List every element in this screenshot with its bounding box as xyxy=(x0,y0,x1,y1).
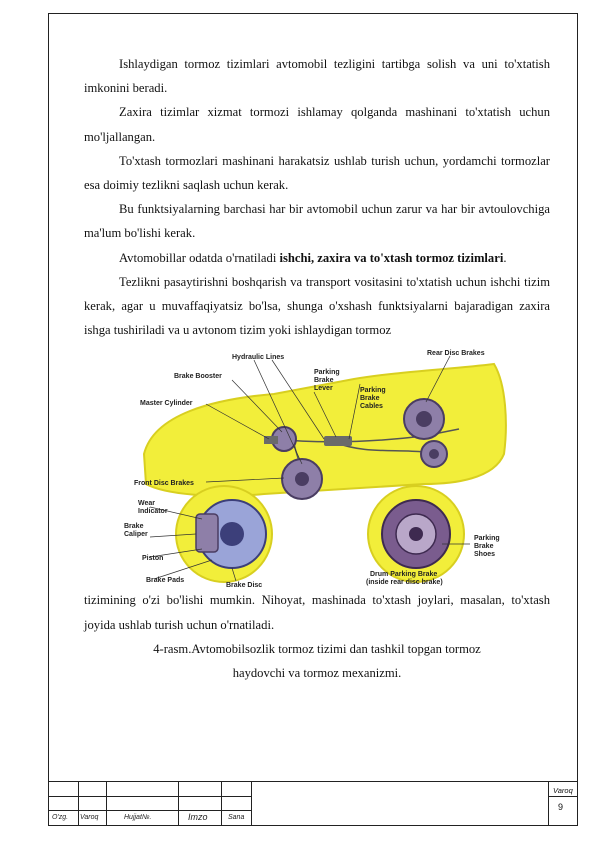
label-piston: Piston xyxy=(142,555,164,563)
label-drum-parking-brake: Drum Parking Brake xyxy=(370,571,438,579)
paragraph-2: Zaxira tizimlar xizmat tormozi ishlamay qolganda mashinani to'xtatish uchun mo'ljallangan. xyxy=(84,105,550,144)
stamp-label-sana: Sana xyxy=(228,814,245,821)
label-hydraulic-lines: Hydraulic Lines xyxy=(232,354,285,362)
figure-caption-line-2: haydovchi va tormoz mexanizmi. xyxy=(232,665,402,680)
label-rear-disc-brakes: Rear Disc Brakes xyxy=(427,350,485,358)
label-parking-cables-2: Brake xyxy=(360,395,380,403)
stamp-varoq-heading: Varoq xyxy=(553,786,573,795)
paragraph-4: Bu funktsiyalarning barchasi har bir avtomobil uchun zarur va har bir avtoulovchiga ma'lum bo'lishi kerak. xyxy=(84,202,550,241)
page-number: 9 xyxy=(558,802,564,812)
document-body xyxy=(84,52,550,685)
stamp-label-ozg: O'zg. xyxy=(52,814,69,821)
paragraph-6: Tezlikni pasaytirishni boshqarish va transport vositasini to'xtatish uchun ishchi tizim kerak, agar u muvaffaqiyatsiz bo'lsa, shunga o'xshash funktsiyalarni bajaradigan zaxira ishga tushiriladi va u avtonom tizim yoki ishlaydigan tormoz xyxy=(84,274,550,338)
paragraph-5-text: Avtomobillar odatda o'rnatiladi xyxy=(119,250,280,265)
brake-system-diagram xyxy=(124,344,510,588)
stamp-label-hujjat: Hujjat№. xyxy=(124,814,152,821)
label-parking-shoes-3: Shoes xyxy=(474,551,496,559)
parking-lever-shape xyxy=(324,436,352,446)
brake-system-figure xyxy=(124,344,510,588)
figure-caption-line-1: 4-rasm.Avtomobilsozlik tormoz tizimi dan tashkil topgan tormoz xyxy=(153,641,481,656)
paragraph-5-end: . xyxy=(503,250,507,265)
label-brake-disc: Brake Disc xyxy=(226,582,263,589)
paragraph-5-bold: ishchi, zaxira va to'xtash tormoz tizimlari xyxy=(279,250,504,265)
paragraph-5 xyxy=(84,246,550,270)
label-wear-indicator-1: Wear xyxy=(138,500,155,508)
stamp-label-imzo: Imzo xyxy=(188,812,208,822)
paragraph-1: Ishlaydigan tormoz tizimlari avtomobil tezligini tartibga solish va uni to'xtatish imkonini beradi. xyxy=(84,57,550,96)
label-wear-indicator-2: Indicator xyxy=(138,508,168,516)
label-parking-lever-1: Parking xyxy=(314,369,340,377)
label-master-cylinder: Master Cylinder xyxy=(140,400,193,408)
label-parking-shoes-2: Brake xyxy=(474,543,494,551)
label-front-disc-brakes: Front Disc Brakes xyxy=(134,480,194,488)
label-brake-pads: Brake Pads xyxy=(146,577,185,585)
paragraph-6-continuation: tizimining o'zi bo'lishi mumkin. Nihoyat, mashinada to'xtash joylari, masalan, to'xtash joyida ushlab turish uchun o'rnatiladi. xyxy=(84,593,550,632)
label-parking-cables-3: Cables xyxy=(360,403,383,411)
label-brake-booster: Brake Booster xyxy=(174,373,222,381)
paragraph-3: To'xtash tormozlari mashinani harakatsiz ushlab turish uchun, yordamchi tormozlar esa doimiy tezlikni saqlash uchun kerak. xyxy=(84,153,550,193)
label-brake-caliper-1: Brake xyxy=(124,523,144,531)
label-drum-parking-brake-note: (inside rear disc brake) xyxy=(366,579,443,587)
title-block-stamp xyxy=(48,781,578,826)
label-parking-lever-3: Lever xyxy=(314,385,333,393)
stamp-label-varoq: Varoq xyxy=(80,814,99,821)
label-parking-lever-2: Brake xyxy=(314,377,334,385)
label-parking-shoes-1: Parking xyxy=(474,535,500,543)
label-brake-caliper-2: Caliper xyxy=(124,531,148,539)
label-parking-cables-1: Parking xyxy=(360,387,386,395)
